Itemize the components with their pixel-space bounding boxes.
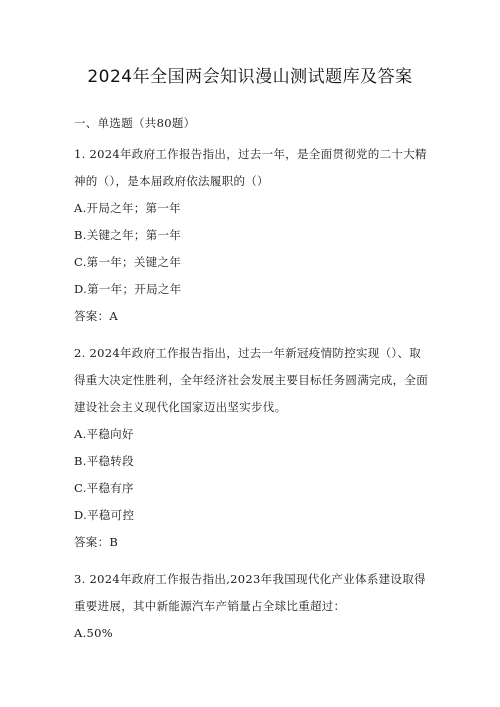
question-1 bbox=[74, 141, 434, 330]
question-text bbox=[74, 141, 434, 195]
option-a: A.开局之年；第一年 bbox=[74, 201, 181, 215]
option-a: A.平稳向好 bbox=[74, 427, 134, 441]
document-body bbox=[74, 114, 434, 657]
option-d: D.第一年；开局之年 bbox=[74, 282, 182, 296]
question-line: 1. 2024年政府工作报告指出，过去一年，是全面贯彻党的二十大精 bbox=[74, 147, 427, 161]
question-2 bbox=[74, 340, 434, 556]
question-line: 3. 2024年政府工作报告指出,2023年我国现代化产业体系建设取得 bbox=[74, 572, 426, 586]
question-text bbox=[74, 340, 434, 421]
question-line: 神的（），是本届政府依法履职的（） bbox=[74, 174, 269, 188]
option-c: C.第一年；关键之年 bbox=[74, 255, 182, 269]
question-line: 重要进展，其中新能源汽车产销量占全球比重超过： bbox=[74, 599, 346, 613]
option-b: B.平稳转段 bbox=[74, 454, 134, 468]
question-line: 建设社会主义现代化国家迈出坚实步伐。 bbox=[74, 400, 287, 414]
answer-line: 答案：B bbox=[74, 535, 119, 549]
question-line: 2. 2024年政府工作报告指出，过去一年新冠疫情防控实现（）、取 bbox=[74, 346, 422, 360]
option-b: B.关键之年；第一年 bbox=[74, 228, 182, 242]
document-title: 2024年全国两会知识漫山测试题库及答案 bbox=[87, 67, 413, 87]
option-d: D.平稳可控 bbox=[74, 508, 135, 522]
question-line: 得重大决定性胜利，全年经济社会发展主要目标任务圆满完成，全面 bbox=[74, 373, 428, 387]
answer-line: 答案：A bbox=[74, 309, 119, 323]
option-a: A.50% bbox=[74, 626, 114, 640]
question-text bbox=[74, 566, 434, 620]
option-c: C.平稳有序 bbox=[74, 481, 134, 495]
question-3 bbox=[74, 566, 434, 647]
section-heading: 一、单选题（共80题） bbox=[74, 116, 196, 130]
